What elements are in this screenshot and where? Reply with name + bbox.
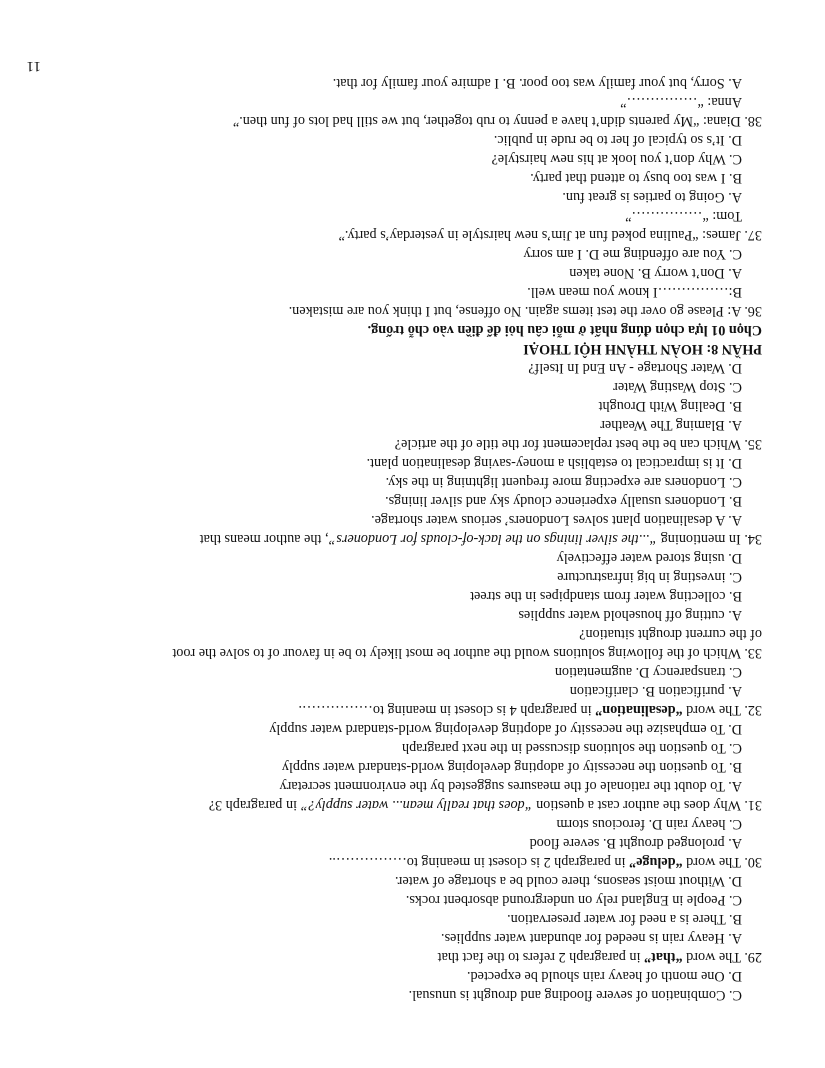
text-run: B. collecting water from standpipes in the street [470, 588, 742, 604]
text-run: B. Londoners usually experience cloudy sky and silver linings. [385, 493, 742, 509]
text-run: B. I was too busy to attend that party. [530, 170, 742, 186]
text-run: “desalination” [595, 702, 683, 718]
text-run: D. Water Shortage - An End In Itself? [528, 360, 742, 376]
text-line [280, 776, 742, 795]
text-run: D. Without moist seasons, there could be a shortage of water. [394, 873, 742, 889]
text-run: 30. The word [682, 854, 762, 870]
text-line [402, 738, 742, 757]
text-run: B. To question the necessity of adopting developing world-standard water supply [281, 759, 742, 775]
text-line [385, 491, 742, 510]
text-line [470, 586, 742, 605]
text-run: C. transparency D. augmentation [554, 664, 742, 680]
text-run: in paragraph 2 refers to the fact that [437, 949, 645, 965]
text-run: B. Dealing With Drought [598, 398, 742, 414]
text-run: C. To question the solutions discussed in the next paragraph [402, 740, 742, 756]
text-line [409, 985, 742, 1004]
text-run: 33. Which of the following solutions would the author be most likely to be in favour of to solve the root [172, 645, 762, 661]
text-run: A. To doubt the rationale of the measures suggested by the environment secretary [279, 778, 742, 794]
text-line [570, 681, 742, 700]
text-run: A. Sorry, but your family was too poor. B. I admire your family for that. [332, 75, 742, 91]
text-run: A. prolonged drought B. severe flood [529, 835, 742, 851]
text-run: A. cutting off household water supplies [518, 607, 742, 623]
text-line [209, 795, 762, 814]
text-run: C. Why don’t you look at his new hairstyle? [491, 151, 742, 167]
text-line [523, 339, 762, 358]
text-run: D. It is impractical to establish a money-saving desalination plant. [366, 455, 742, 471]
text-line [386, 472, 742, 491]
text-run: “...the silver linings on the lack-of-clouds for Londoners” [328, 531, 658, 547]
text-run: C. You are offending me D. I am sorry [523, 246, 742, 262]
text-line [599, 396, 742, 415]
text-run: 34. In mentioning [657, 531, 762, 547]
text-line [530, 833, 742, 852]
text-run: 38. Diana: “My parents didn’t have a penny to rub together, but we still had lots of fun then.” [232, 113, 762, 129]
text-line [329, 852, 762, 871]
text-run: 36. A: Please go over the test items again. No offense, but I think you are mistaken. [288, 303, 762, 319]
text-line [625, 206, 742, 225]
text-line [600, 415, 742, 434]
page-number: 11 [26, 58, 41, 74]
text-line [333, 73, 742, 92]
text-run: Anna: “……………” [620, 94, 742, 110]
text-line [438, 947, 762, 966]
text-run: 29. The word [682, 949, 762, 965]
text-run: “deluge” [629, 854, 683, 870]
text-run: B:……………I know you mean well. [527, 284, 742, 300]
text-line [620, 92, 742, 111]
text-line [492, 149, 742, 168]
text-run: A. purification B. clarification [569, 683, 742, 699]
text-run: B. There is a need for water preservation. [507, 911, 742, 927]
text-run: Tom: “……………” [625, 208, 742, 224]
text-run: D. It’s so typical of her to be rude in public. [493, 132, 742, 148]
text-run: C. Stop Wasting Water [613, 379, 742, 395]
text-line [530, 168, 742, 187]
text-run: C. Combination of severe flooding and drought is unusual. [408, 987, 742, 1003]
text-line [556, 814, 742, 833]
text-line [579, 624, 762, 643]
text-line [200, 529, 762, 548]
text-line [371, 510, 742, 529]
text-line [395, 871, 742, 890]
text-run: 35. Which can be the best replacement for the title of the article? [394, 436, 762, 452]
text-line [528, 358, 742, 377]
text-line [555, 662, 742, 681]
text-run: “that” [644, 949, 683, 965]
text-run: Chọn 01 lựa chọn đúng nhất ở mỗi câu hỏi để điền vào chỗ trống. [367, 322, 762, 338]
text-run: D. To emphasize the necessity of adopting developing world-standard water supply [269, 721, 742, 737]
text-run: A. Blaming The Weather [600, 417, 742, 433]
text-line [562, 187, 742, 206]
text-run: C. Londoners are expecting more frequent lightning in the sky. [385, 474, 742, 490]
text-line [507, 909, 742, 928]
text-line [172, 643, 762, 662]
text-run: , the author means that [199, 531, 329, 547]
text-line [569, 263, 742, 282]
text-run: of the current drought situation? [579, 626, 762, 642]
text-run: D. using stored water effectively [556, 550, 742, 566]
text-run: 37. James: “Paulina poked fun at Jim’s new hairstyle in yesterday’s party.” [338, 227, 762, 243]
text-run: PHẦN 8: HOÀN THÀNH HỘI THOẠI [523, 341, 762, 357]
text-line [441, 928, 742, 947]
text-line [557, 548, 742, 567]
text-line [282, 757, 742, 776]
text-run: in paragraph 4 is closest in meaning to……………. [298, 702, 596, 718]
text-line [289, 301, 762, 320]
text-line [367, 453, 742, 472]
text-line [518, 605, 742, 624]
text-line [233, 111, 762, 130]
text-run: A. Heavy rain is needed for abundant water supplies. [441, 930, 742, 946]
text-run: in paragraph 3? [208, 797, 301, 813]
text-run: C. investing in big infrastructure [557, 569, 742, 585]
text-run: 31. Why does the author cast a question [532, 797, 762, 813]
text-run: C. People in England rely on underground absorbent rocks. [405, 892, 742, 908]
text-run: C. heavy rain D. ferocious storm [556, 816, 742, 832]
text-run: D. One month of heavy rain should be expected. [466, 968, 742, 984]
text-line [298, 700, 762, 719]
text-line [527, 282, 742, 301]
text-line [339, 225, 762, 244]
text-line [524, 244, 742, 263]
text-run: “does that really mean... water supply?” [300, 797, 533, 813]
text-run: A. Don’t worry B. None taken [569, 265, 742, 281]
text-line [406, 890, 742, 909]
text-line [368, 320, 762, 339]
text-line [613, 377, 742, 396]
text-line [494, 130, 742, 149]
text-line [467, 966, 742, 985]
text-run: A. A desalination plant solves Londoners’ serious water shortage. [371, 512, 742, 528]
text-line [557, 567, 742, 586]
text-run: 32. The word [682, 702, 762, 718]
text-run: in paragraph 2 is closest in meaning to…………….. [328, 854, 630, 870]
text-line [269, 719, 742, 738]
text-run: A. Going to parties is great fun. [562, 189, 742, 205]
text-line [395, 434, 762, 453]
